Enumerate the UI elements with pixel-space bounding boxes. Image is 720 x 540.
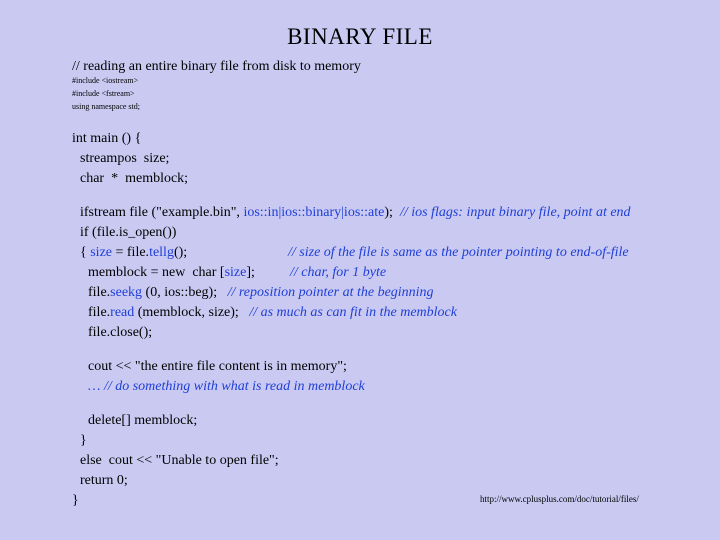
comment-heading: // reading an entire binary file from disk to memory (72, 59, 361, 74)
ifstream-close: ); (384, 205, 400, 220)
read-comment: // as much as can fit in the memblock (249, 305, 457, 320)
do-something-line (88, 378, 365, 396)
read-args: (memblock, size); (134, 305, 250, 320)
ifstream-comment-end: at end (595, 205, 631, 220)
slide-title: BINARY FILE (287, 24, 433, 49)
include-fstream: #include <fstream> (72, 89, 135, 98)
seekg-prefix: file. (88, 285, 111, 300)
size-declaration: streampos size; (80, 151, 170, 166)
else-line: else cout << "Unable to open file"; (80, 453, 279, 468)
tellg-suffix: (); (173, 245, 188, 260)
alloc-code: memblock = new char [ (88, 265, 225, 280)
memblock-declaration: char * memblock; (80, 171, 189, 186)
alloc-close: ]; (246, 265, 255, 280)
seekg-keyword: seekg (110, 285, 143, 300)
ifstream-line (80, 204, 631, 222)
include-iostream: #include <iostream> (72, 76, 139, 85)
tellg-comment: // size of the file is same as the pointer pointing to end-of-file (288, 245, 629, 260)
close-line: file.close(); (88, 325, 153, 340)
delete-line: delete[] memblock; (88, 413, 198, 428)
memblock-alloc-line (88, 264, 255, 282)
main-signature: int main () { (72, 131, 142, 146)
seekg-args: (0, ios::beg); (142, 285, 228, 300)
tellg-prefix: = file. (112, 245, 150, 260)
seekg-comment: // reposition pointer at the beginning (227, 285, 434, 300)
read-keyword: read (110, 305, 135, 320)
read-prefix: file. (88, 305, 111, 320)
cout-memory-line: cout << "the entire file content is in memory"; (88, 359, 347, 374)
do-something-comment: // do something with what is read in memblock (103, 379, 365, 394)
main-close-brace: } (72, 493, 79, 508)
using-namespace: using namespace std; (72, 102, 140, 111)
ellipsis: … (88, 379, 104, 394)
seekg-line (88, 284, 434, 302)
size-keyword: size (90, 245, 112, 260)
source-url: http://www.cplusplus.com/doc/tutorial/files/ (480, 494, 639, 504)
brace-open: { (80, 245, 91, 260)
ifstream-code: ifstream file ("example.bin", (80, 205, 244, 220)
ios-flags: ios::in|ios::binary|ios::ate (243, 205, 385, 220)
tellg-line (80, 244, 187, 262)
tellg-keyword: tellg (149, 245, 174, 260)
if-open-line: if (file.is_open()) (80, 225, 177, 240)
alloc-size-keyword: size (224, 265, 247, 280)
return-line: return 0; (80, 473, 128, 488)
alloc-comment: // char, for 1 byte (290, 265, 387, 280)
ifstream-comment: // ios flags: input binary file, point (399, 205, 596, 220)
read-line (88, 304, 457, 322)
if-close-brace: } (80, 433, 87, 448)
